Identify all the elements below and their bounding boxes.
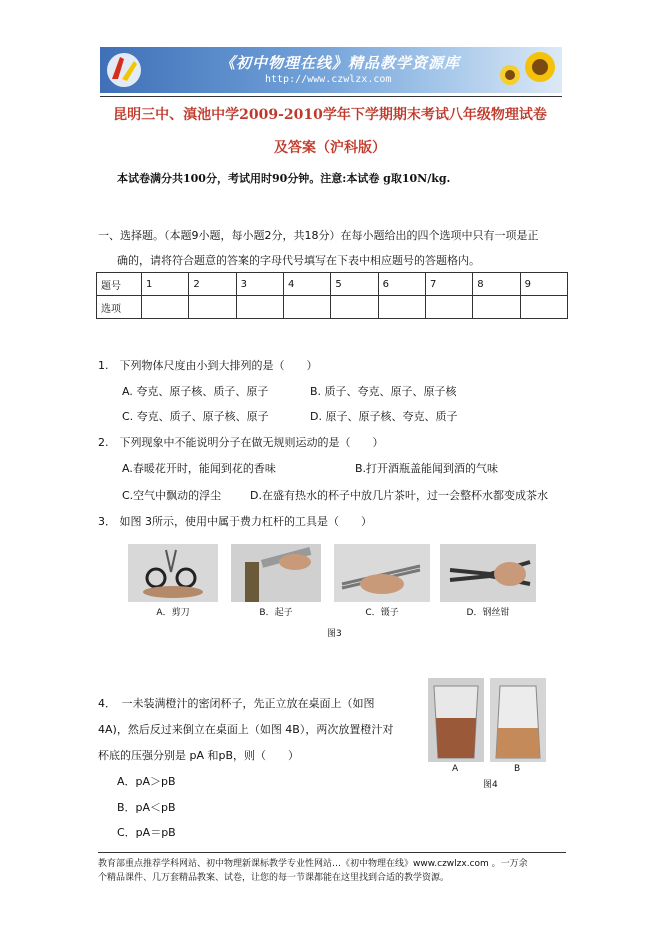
answer-cell[interactable] [236, 296, 283, 319]
table-number-cell: 9 [520, 273, 567, 296]
answer-cell[interactable] [331, 296, 378, 319]
cup-label-b: B [514, 764, 521, 774]
site-logo-icon [104, 51, 144, 89]
q1-stem: 1. 下列物体尺度由小到大排列的是（ ） [98, 359, 318, 372]
answer-cell[interactable] [520, 296, 567, 319]
figure4-caption: 图4 [483, 780, 498, 790]
figure3-opener [231, 544, 321, 618]
banner-url: http://www.czwlzx.com [265, 74, 392, 85]
header-divider [100, 96, 562, 97]
q4-line1: 4． 一未装满橙汁的密闭杯子，先正立放在桌面上（如图 [98, 697, 375, 710]
cup-inverted-icon [490, 678, 546, 762]
answer-cell[interactable] [283, 296, 330, 319]
section1-line1: 一、选择题。（本题9小题，每小题2分，共18分）在每小题给出的四个选项中只有一项是正 [98, 229, 539, 242]
q2-option-b: B.打开酒瓶盖能闻到酒的气味 [355, 462, 499, 475]
figure3-pliers [440, 544, 536, 618]
section1-line2: 确的，请将符合题意的答案的字母代号填写在下表中相应题号的答题格内。 [117, 254, 480, 267]
answer-cell[interactable] [142, 296, 189, 319]
table-row [97, 296, 568, 319]
figure3-tweezers [334, 544, 430, 618]
footer-line2: 个精品课件、几万套精品教案、试卷，让您的每一节课都能在这里找到合适的教学资源。 [98, 873, 450, 883]
q1-option-c: C. 夸克、质子、原子核、原子 [122, 410, 269, 423]
answer-cell[interactable] [473, 296, 520, 319]
table-row-label: 选项 [97, 296, 142, 319]
table-number-cell: 7 [425, 273, 472, 296]
q3-stem: 3． 如图 3所示，使用中属于费力杠杆的工具是（ ） [98, 515, 372, 528]
figure3-caption: 图3 [327, 629, 342, 639]
table-number-cell: 5 [331, 273, 378, 296]
sunflower-icon [488, 49, 558, 91]
q4-line3: 杯底的压强分别是 pA 和pB，则（ ） [98, 749, 300, 762]
pliers-icon [440, 544, 536, 602]
table-row [97, 273, 568, 296]
figure3-label-d: D．钢丝钳 [466, 608, 510, 618]
table-number-cell: 8 [473, 273, 520, 296]
cup-upright-icon [428, 678, 484, 762]
banner-title: 《初中物理在线》精品教学资源库 [220, 54, 461, 72]
tweezers-icon [334, 544, 430, 602]
figure3-label-a: A．剪刀 [156, 608, 190, 618]
table-number-cell: 6 [378, 273, 425, 296]
q2-option-d: D.在盛有热水的杯子中放几片茶叶，过一会整杯水都变成茶水 [250, 489, 548, 502]
bottle-opener-icon [231, 544, 321, 602]
q2-option-c: C.空气中飘动的浮尘 [122, 489, 222, 502]
exam-intro: 本试卷满分共100分，考试用时90分钟。注意:本试卷 g取10N/kg. [117, 172, 451, 185]
site-banner [100, 47, 562, 93]
footer-line1: 教育部重点推荐学科网站、初中物理新课标教学专业性网站…《初中物理在线》www.czwlzx.com 。一万余 [98, 859, 528, 869]
answer-table [96, 272, 568, 319]
exam-title-line1: 昆明三中、滇池中学2009-2010学年下学期期末考试八年级物理试卷 [113, 107, 547, 123]
answer-cell[interactable] [378, 296, 425, 319]
exam-title-line2: 及答案（沪科版） [274, 140, 386, 156]
answer-cell[interactable] [189, 296, 236, 319]
footer-divider [98, 852, 566, 853]
table-number-cell: 3 [236, 273, 283, 296]
q2-option-a: A.春暖花开时，能闻到花的香味 [122, 462, 276, 475]
figure3-label-b: B．起子 [259, 608, 293, 618]
q4-line2: 4A)，然后反过来倒立在桌面上（如图 4B），两次放置橙汁对 [98, 723, 394, 736]
table-number-cell: 2 [189, 273, 236, 296]
q4-option-b: B．pA＜pB [117, 801, 176, 814]
q4-option-a: A．pA＞pB [117, 775, 176, 788]
table-header-label: 题号 [97, 273, 142, 296]
cup-label-a: A [452, 764, 459, 774]
figure3-scissors [128, 544, 218, 618]
q2-stem: 2. 下列现象中不能说明分子在做无规则运动的是（ ） [98, 436, 384, 449]
q1-option-a: A. 夸克、原子核、质子、原子 [122, 385, 269, 398]
table-number-cell: 4 [283, 273, 330, 296]
answer-cell[interactable] [425, 296, 472, 319]
scissors-icon [128, 544, 218, 602]
figure3-label-c: C．镊子 [365, 608, 399, 618]
q4-option-c: C．pA＝pB [117, 826, 176, 839]
q1-option-b: B. 质子、夸克、原子、原子核 [310, 385, 457, 398]
q1-option-d: D. 原子、原子核、夸克、质子 [310, 410, 458, 423]
table-number-cell: 1 [142, 273, 189, 296]
